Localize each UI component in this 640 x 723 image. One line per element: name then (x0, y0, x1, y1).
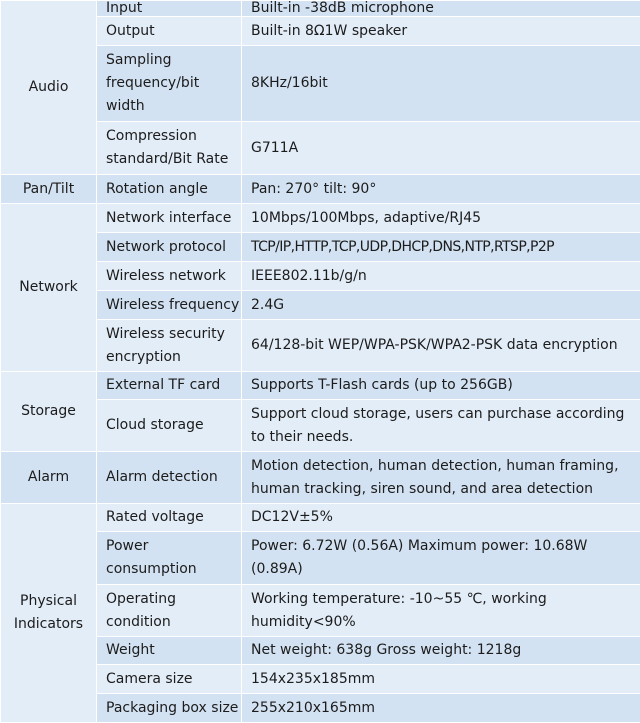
spec-row (1, 262, 640, 291)
category-cell: Storage (1, 372, 97, 452)
spec-label: Power consumption (97, 532, 242, 585)
spec-label: Rated voltage (97, 504, 242, 532)
spec-row (1, 122, 640, 175)
spec-row (1, 1, 640, 17)
spec-row (1, 400, 640, 452)
category-cell: Network (1, 204, 97, 372)
spec-value: 8KHz/16bit (242, 46, 640, 122)
spec-label: Camera size (97, 665, 242, 694)
spec-row (1, 452, 640, 504)
spec-label: Input (97, 1, 242, 17)
spec-value: Working temperature: -10~55 ℃, working humidity<90% (242, 585, 640, 637)
category-cell: Physical Indicators (1, 504, 97, 723)
spec-value: G711A (242, 122, 640, 175)
spec-value: IEEE802.11b/g/n (242, 262, 640, 291)
spec-row (1, 175, 640, 204)
spec-label: Operating condition (97, 585, 242, 637)
spec-value: TCP/IP,HTTP,TCP,UDP,DHCP,DNS,NTP,RTSP,P2P (242, 233, 640, 262)
spec-value: Pan: 270° tilt: 90° (242, 175, 640, 204)
spec-row (1, 694, 640, 723)
spec-value: Net weight: 638g Gross weight: 1218g (242, 637, 640, 665)
spec-value: Support cloud storage, users can purchase according to their needs. (242, 400, 640, 452)
spec-label: Output (97, 17, 242, 46)
category-cell: Audio (1, 1, 97, 175)
spec-value: Built-in -38dB microphone (242, 1, 640, 17)
spec-value: Supports T-Flash cards (up to 256GB) (242, 372, 640, 400)
spec-label: Packaging box size (97, 694, 242, 723)
spec-label: Wireless security encryption (97, 320, 242, 372)
spec-row (1, 665, 640, 694)
spec-row (1, 320, 640, 372)
spec-value: Built-in 8Ω1W speaker (242, 17, 640, 46)
spec-value: 10Mbps/100Mbps, adaptive/RJ45 (242, 204, 640, 233)
spec-row (1, 372, 640, 400)
spec-row (1, 585, 640, 637)
spec-label: Weight (97, 637, 242, 665)
spec-value: DC12V±5% (242, 504, 640, 532)
category-cell: Alarm (1, 452, 97, 504)
spec-value: 154x235x185mm (242, 665, 640, 694)
spec-label: Network interface (97, 204, 242, 233)
spec-label: Rotation angle (97, 175, 242, 204)
spec-label: Alarm detection (97, 452, 242, 504)
spec-row (1, 46, 640, 122)
spec-label: External TF card (97, 372, 242, 400)
spec-value: 64/128-bit WEP/WPA-PSK/WPA2-PSK data encryption (242, 320, 640, 372)
spec-value: Motion detection, human detection, human framing, human tracking, siren sound, and area detection (242, 452, 640, 504)
spec-label: Cloud storage (97, 400, 242, 452)
spec-row (1, 17, 640, 46)
spec-value: 255x210x165mm (242, 694, 640, 723)
spec-row (1, 291, 640, 320)
spec-value: 2.4G (242, 291, 640, 320)
category-cell: Pan/Tilt (1, 175, 97, 204)
spec-label: Sampling frequency/bit width (97, 46, 242, 122)
spec-row (1, 532, 640, 585)
spec-label: Wireless frequency (97, 291, 242, 320)
spec-row (1, 204, 640, 233)
spec-row (1, 637, 640, 665)
spec-label: Network protocol (97, 233, 242, 262)
spec-value: Power: 6.72W (0.56A) Maximum power: 10.68W (0.89A) (242, 532, 640, 585)
spec-label: Compression standard/Bit Rate (97, 122, 242, 175)
spec-row (1, 504, 640, 532)
spec-row (1, 233, 640, 262)
spec-label: Wireless network (97, 262, 242, 291)
